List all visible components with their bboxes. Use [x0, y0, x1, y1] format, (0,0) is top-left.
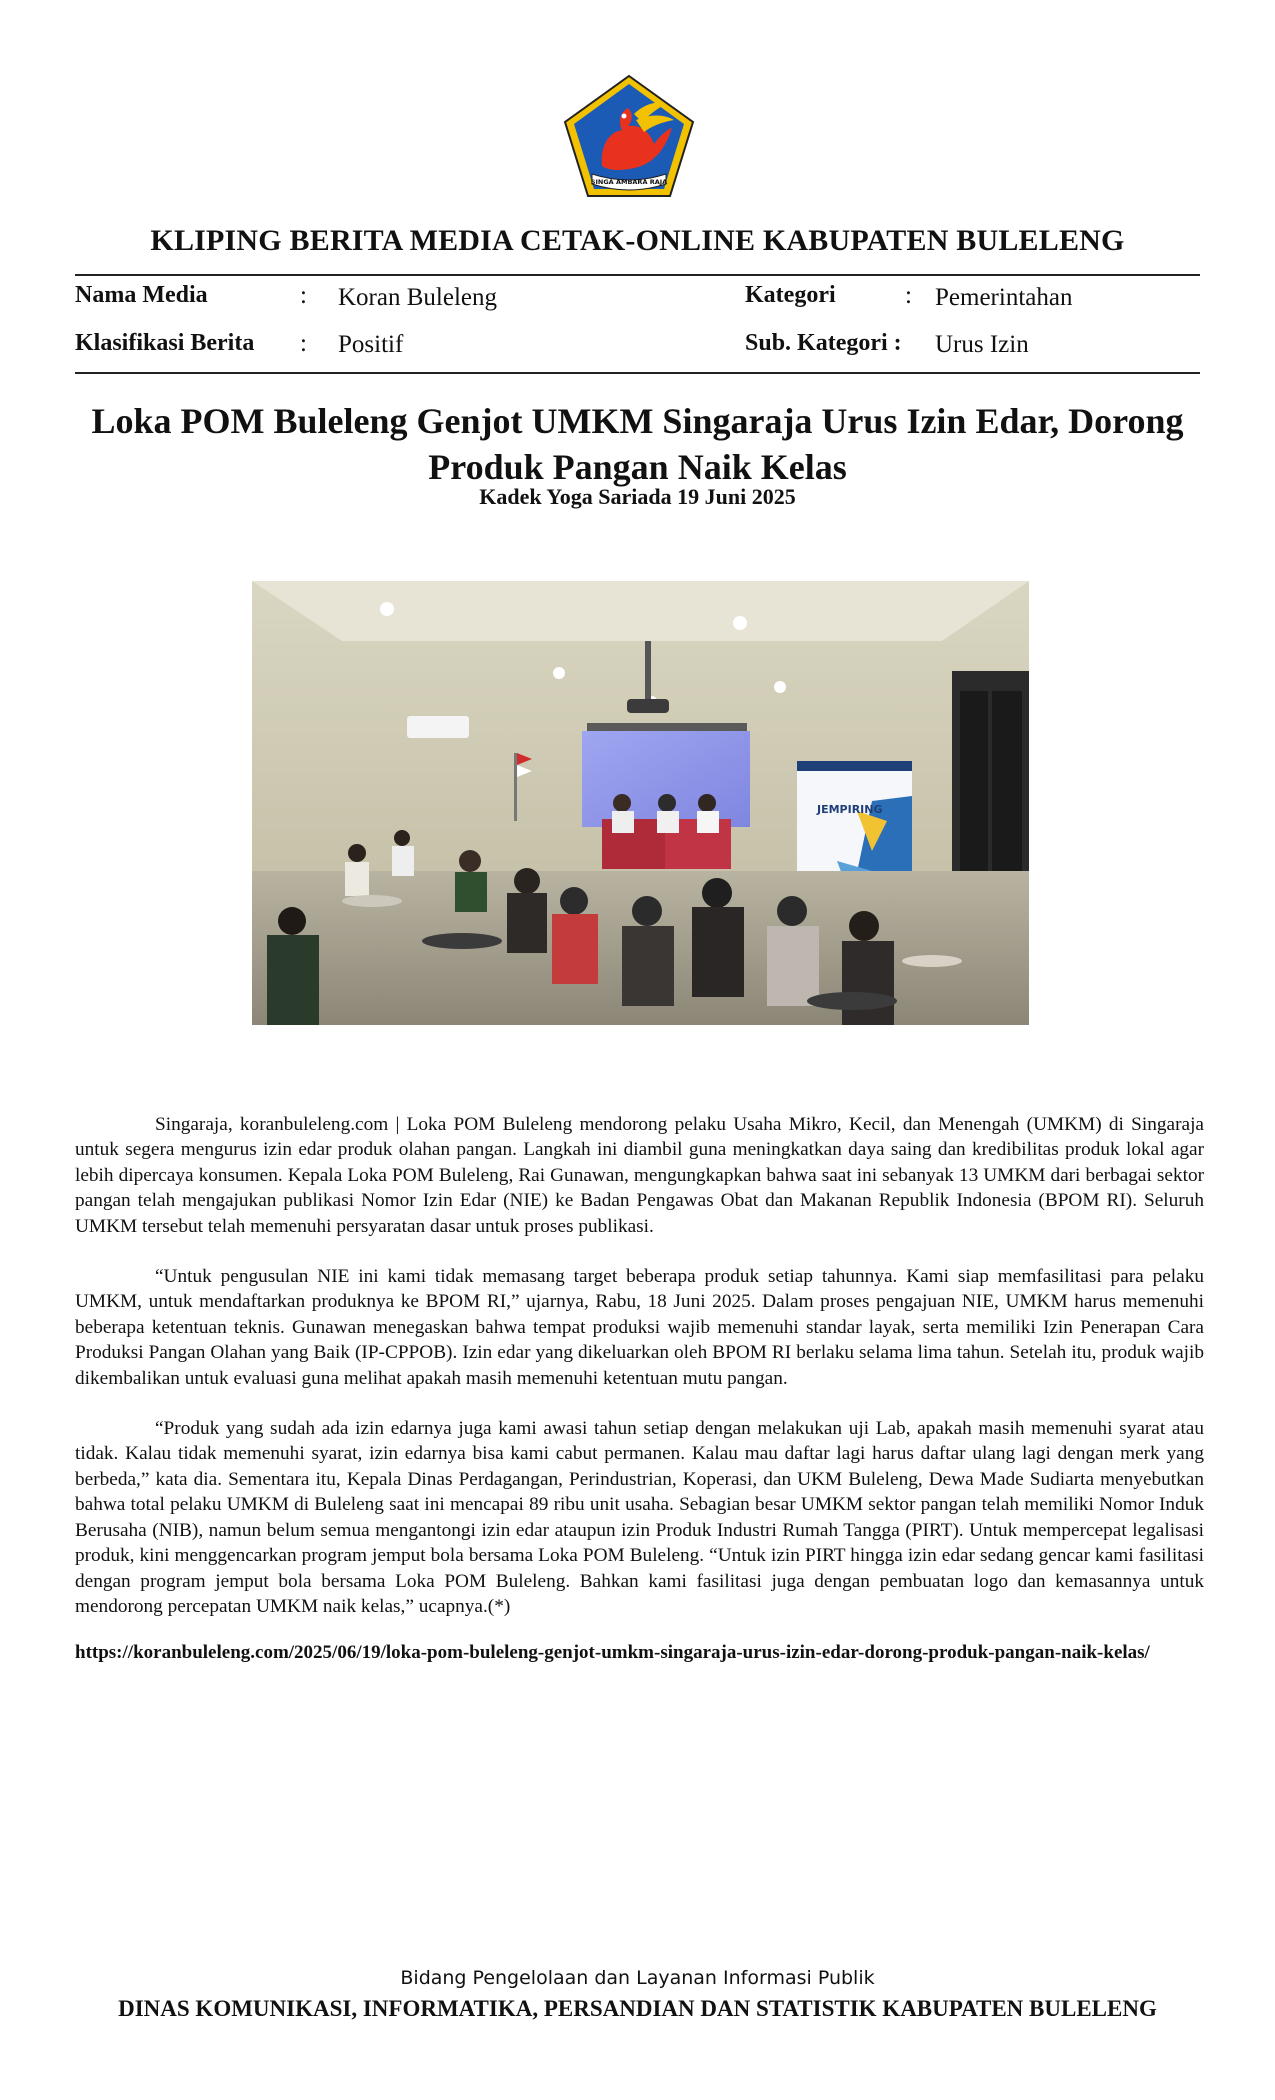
klasifikasi-value: Positif	[338, 331, 404, 358]
sub-kategori-value: Urus Izin	[935, 331, 1029, 358]
footer-unit: Bidang Pengelolaan dan Layanan Informasi Publik	[400, 1967, 875, 1989]
article-paragraph-3: “Produk yang sudah ada izin edarnya juga kami awasi tahun setiap dengan melakukan uji Lab, apakah masih memenuhi syarat atau tidak. Kalau tidak memenuhi syarat, izin edarnya bisa kami cabut permanen. Kalau mau daftar lagi harus daftar ulang lagi dengan merk yang berbeda,” kata dia. Sementara itu, Kepala Dinas Perdagangan, Perindustrian, Koperasi, dan UKM Buleleng, Dewa Made Sudiarta menyebutkan bahwa total pelaku UMKM di Buleleng saat ini mencapai 89 ribu unit usaha. Sebagian besar UMKM sektor pangan telah memiliki Nomor Induk Berusaha (NIB), namun belum semua mengantongi izin edar ataupun izin Produk Industri Rumah Tangga (PIRT). Untuk mempercepat legalisasi produk, kini menggencarkan program jemput bola bersama Loka POM Buleleng. “Untuk izin PIRT hingga izin edar sedang gencar kami fasilitasi dengan program jemput bola bersama Loka POM Buleleng. Bahkan kami fasilitasi juga dengan pembuatan logo dan kemasannya untuk mendorong percepatan UMKM naik kelas,” ucapnya.(*)	[75, 1418, 1204, 1617]
footer-agency: DINAS KOMUNIKASI, INFORMATIKA, PERSANDIAN DAN STATISTIK KABUPATEN BULELENG	[118, 1996, 1157, 2021]
buleleng-logo	[562, 74, 696, 200]
article-paragraph-2: “Untuk pengusulan NIE ini kami tidak memasang target beberapa produk setiap tahunnya. Kami siap memfasilitasi para pelaku UMKM, untuk mendaftarkan produknya ke BPOM RI,” ujarnya, Rabu, 18 Juni 2025. Dalam proses pengajuan NIE, UMKM harus memenuhi beberapa ketentuan teknis. Gunawan menegaskan bahwa tempat produksi wajib memenuhi standar layak, serta memiliki Izin Penerapan Cara Produksi Pangan Olahan yang Baik (IP-CPPOB). Izin edar yang dikeluarkan oleh BPOM RI berlaku selama lima tahun. Setelah itu, produk wajib dikembalikan untuk evaluasi guna melihat apakah masih memenuhi ketentuan mutu pangan.	[75, 1266, 1204, 1389]
meeting-room-photo	[252, 581, 1029, 1025]
article-paragraph-1: Singaraja, koranbuleleng.com | Loka POM Buleleng mendorong pelaku Usaha Mikro, Kecil, dan Menengah (UMKM) di Singaraja untuk segera mengurus izin edar produk olahan pangan. Langkah ini diambil guna meningkatkan daya saing dan kredibilitas produk lokal agar lebih dipercaya konsumen. Kepala Loka POM Buleleng, Rai Gunawan, mengungkapkan bahwa saat ini sebanyak 13 UMKM dari berbagai sektor pangan telah mengajukan publikasi Nomor Izin Edar (NIE) ke Badan Pengawas Obat dan Makanan Republik Indonesia (BPOM RI). Seluruh UMKM tersebut telah memenuhi persyaratan dasar untuk proses publikasi.	[75, 1114, 1204, 1237]
sub-kategori-label: Sub. Kategori :	[745, 330, 902, 356]
logo-motto: SINGA AMBARA RAJA	[590, 178, 668, 186]
klasifikasi-colon: :	[300, 330, 307, 357]
article-photo	[252, 581, 1029, 1025]
kategori-label: Kategori	[745, 282, 836, 308]
article-byline: Kadek Yoga Sariada 19 Juni 2025	[479, 484, 796, 509]
nama-media-label: Nama Media	[75, 282, 208, 308]
kliping-title: KLIPING BERITA MEDIA CETAK-ONLINE KABUPATEN BULELENG	[150, 224, 1125, 257]
article-title	[75, 398, 1200, 490]
article-body	[75, 1112, 1204, 1644]
top-rule	[75, 274, 1200, 276]
bottom-rule	[75, 372, 1200, 374]
source-url[interactable]: https://koranbuleleng.com/2025/06/19/loka-pom-buleleng-genjot-umkm-singaraja-urus-izin-edar-dorong-produk-pangan-naik-kelas/	[75, 1642, 1150, 1663]
nama-media-colon: :	[300, 282, 307, 309]
kategori-value: Pemerintahan	[935, 284, 1073, 311]
nama-media-value: Koran Buleleng	[338, 284, 497, 311]
klasifikasi-label: Klasifikasi Berita	[75, 330, 255, 356]
article-title-line-2: Produk Pangan Naik Kelas	[428, 447, 847, 487]
banner-text: JEMPIRING	[817, 803, 883, 816]
kategori-colon: :	[905, 282, 912, 309]
buleleng-crest-icon	[562, 74, 696, 200]
article-title-line-1: Loka POM Buleleng Genjot UMKM Singaraja Urus Izin Edar, Dorong	[91, 401, 1184, 441]
